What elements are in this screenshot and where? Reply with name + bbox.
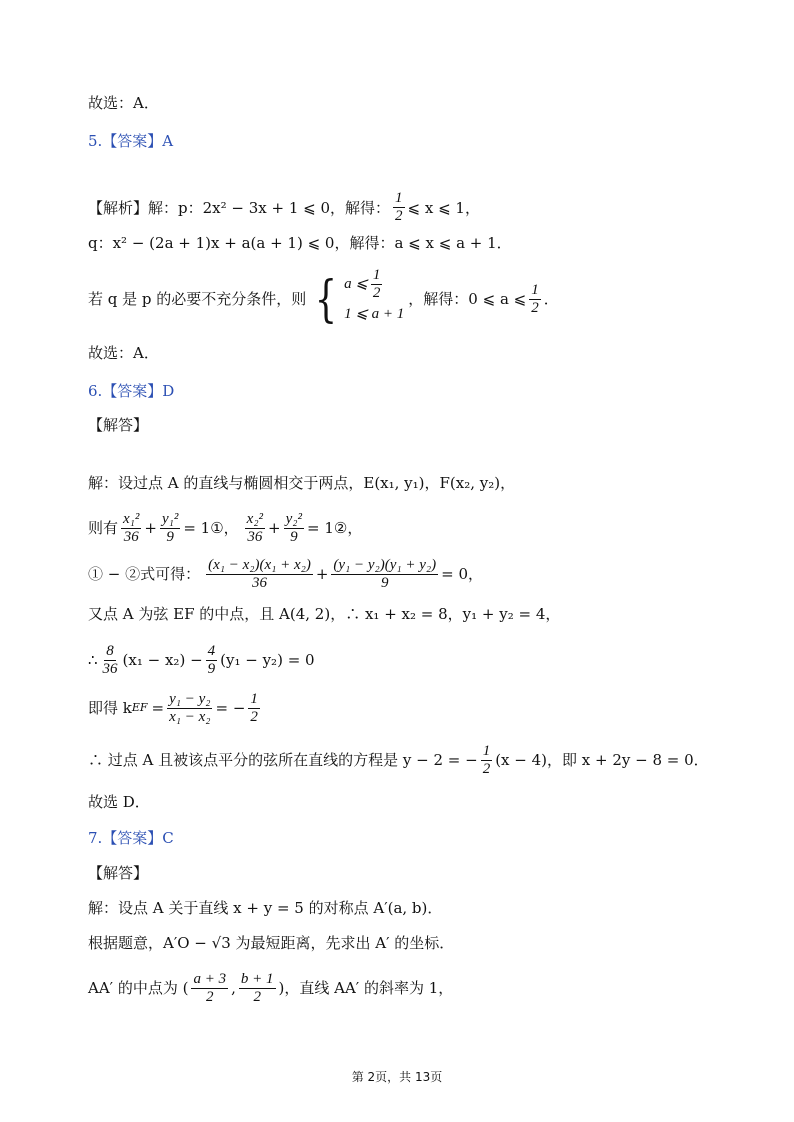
fraction: $\frac{\text{x₂²}}{36}$ xyxy=(246,510,264,545)
condition-text: 若 q 是 p 的必要不充分条件，则 xyxy=(88,290,307,308)
analysis-p: 【解析】解：p：2x² − 3x + 1 ⩽ 0，解得： xyxy=(88,198,391,217)
page-footer: 第 2页，共 13页 xyxy=(351,1070,443,1084)
text-line xyxy=(88,190,480,225)
fraction: $\frac{\text{y₁²}}{9}$ xyxy=(161,510,179,545)
fraction: $\frac{4}{9}$ xyxy=(207,642,216,677)
text-line: 解：设点 A 关于直线 x + y = 5 的对称点 A′(a, b)． xyxy=(88,899,443,917)
answer-5: 5.【答案】A xyxy=(88,132,174,150)
fraction: $\frac{\text{(x₁ − x₂)(x₁ + x₂)}}{36}$ xyxy=(208,556,311,591)
fraction: $\frac{a + 3}{2}$ xyxy=(193,970,227,1005)
answer-heading xyxy=(88,131,173,151)
fraction-half: $\frac{1}{2}$ xyxy=(395,190,403,224)
fraction-half: $\frac{1}{2}$ xyxy=(482,742,491,777)
brace-icon: { xyxy=(315,270,338,328)
answer-heading xyxy=(88,828,174,848)
text-line: 根据题意，A′O − √3 为最短距离，先求出 A′ 的坐标． xyxy=(88,934,455,952)
conclusion-text: 故选：A． xyxy=(88,94,159,112)
text-line: ∴ $\frac{8}{36}$ (x₁ − x₂) − $\frac{4}{9}$ (y₁ − y₂) = 0 xyxy=(88,642,315,677)
conclusion-text: 故选 D． xyxy=(88,793,150,811)
fraction-half: $\frac{1}{2}$ xyxy=(372,266,381,301)
text-line xyxy=(88,863,148,883)
inequality-system: { a ⩽ $\frac{1}{2}$ 1 ⩽ a + 1 xyxy=(315,266,405,328)
solution-heading: 【解答】 xyxy=(88,864,149,882)
fraction: $\frac{\text{y₂²}}{9}$ xyxy=(285,510,302,545)
text-line xyxy=(88,473,515,493)
fraction: $\frac{8}{36}$ xyxy=(102,642,118,677)
text-line: 则有 $\frac{\text{x₁²}}{36}$ + $\frac{\text{y₁²}}{9}$ = 1①， $\frac{\text{x₂²}}{36}$ + $\frac{\text{y₂²}}{9}$ = 1②， xyxy=(88,510,363,545)
fraction: $\frac{\text{x₁²}}{36}$ xyxy=(123,510,140,545)
answer-7: 7.【答案】C xyxy=(88,829,174,847)
fraction: $\frac{\text{(y₁ − y₂)(y₁ + y₂)}}{9}$ xyxy=(333,556,437,591)
conclusion-text: 故选：A． xyxy=(88,344,159,362)
analysis-q: q：x² − (2a + 1)x + a(a + 1) ⩽ 0，解得：a ⩽ x ⩽ a + 1． xyxy=(88,234,512,252)
text-line xyxy=(88,93,159,113)
text-line: AA′ 的中点为 ( $\frac{a + 3}{2}$ , $\frac{b + 1}{2}$ ) ，直线 AA′ 的斜率为 1， xyxy=(88,970,454,1005)
fraction: $\frac{b + 1}{2}$ xyxy=(240,970,274,1005)
answer-heading xyxy=(88,381,174,401)
text-line: ① − ②式可得： $\frac{\text{(x₁ − x₂)(x₁ + x₂)}}{36}$ + $\frac{\text{(y₁ − y₂)(y₁ + y₂)}}{9}$ = 0， xyxy=(88,556,484,591)
answer-6: 6.【答案】D xyxy=(88,382,175,400)
text-line xyxy=(88,792,150,812)
setup-text: 解：设过点 A 的直线与椭圆相交于两点，E(x₁, y₁)，F(x₂, y₂)， xyxy=(88,474,516,492)
fraction-half: $\frac{1}{2}$ xyxy=(250,690,258,725)
text-line: 又点 A 为弦 EF 的中点，且 A(4, 2)，∴ x₁ + x₂ = 8，y₁ + y₂ = 4， xyxy=(88,605,561,623)
solution-heading: 【解答】 xyxy=(88,416,149,434)
analysis-p-tail: ⩽ x ⩽ 1， xyxy=(407,198,480,217)
fraction: $\frac{\text{y₁ − y₂}}{\text{x₁ − x₂}}$ xyxy=(169,690,211,725)
text-line: 若 q 是 p 的必要不充分条件，则 { a ⩽ $\frac{1}{2}$ 1 ⩽ a + 1 ，解得：0 ⩽ a ⩽ $\frac{1}{2}$ ． xyxy=(88,266,559,328)
text-line: 即得 k EF = $\frac{\text{y₁ − y₂}}{\text{x₁ − x₂}}$ = − $\frac{1}{2}$ xyxy=(88,690,258,725)
text-line: ∴ 过点 A 且被该点平分的弦所在直线的方程是 y − 2 = − $\frac{1}{2}$ (x − 4)，即 x + 2y − 8 = 0． xyxy=(88,742,709,777)
text-line xyxy=(88,343,159,363)
text-line xyxy=(88,233,512,253)
fraction-half: $\frac{1}{2}$ xyxy=(531,281,539,316)
text-line xyxy=(88,415,148,435)
solution-text: ，解得：0 ⩽ a ⩽ xyxy=(408,290,527,308)
